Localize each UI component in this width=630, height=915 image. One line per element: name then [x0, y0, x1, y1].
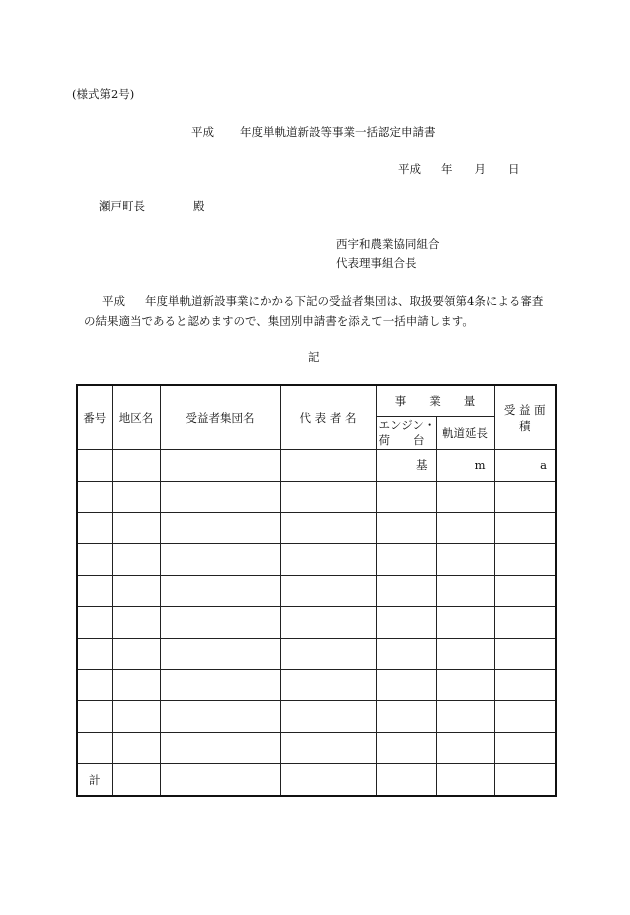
- table-row: [77, 701, 556, 732]
- header-benefit-area: [494, 385, 556, 450]
- header-engine-platform: [376, 416, 436, 449]
- table-row: [77, 481, 556, 512]
- header-track-length: 軌道延長: [436, 416, 494, 449]
- unit-area: a: [494, 450, 556, 481]
- title-era: 平成: [191, 125, 214, 139]
- table-row: [77, 669, 556, 700]
- application-date: [398, 161, 520, 177]
- body-text-1: 年度単軌道新設事業にかかる下記の受益者集団は、取扱要領第4条による審査: [145, 294, 544, 308]
- unit-track: m: [436, 450, 494, 481]
- benefit-area-line1: 受 益 面: [503, 402, 546, 417]
- addressee-name: 瀬戸町長: [99, 199, 145, 213]
- body-era: 平成: [102, 294, 125, 308]
- date-month: 月: [474, 162, 486, 176]
- table-row: [77, 544, 556, 575]
- header-representative: 代 表 者 名: [280, 385, 376, 450]
- header-number: 番号: [77, 385, 112, 450]
- engine-line2: 荷 台: [378, 433, 425, 448]
- form-number: (様式第2号): [72, 87, 135, 101]
- header-group-name: 受益者集団名: [160, 385, 280, 450]
- unit-engine: 基: [376, 450, 436, 481]
- body-line-1: [102, 293, 543, 309]
- benefit-area-line2: 積: [519, 418, 531, 433]
- engine-line1: エンジン・: [378, 418, 436, 433]
- table-row: [77, 732, 556, 763]
- group-application-table: [76, 384, 557, 797]
- date-year: 年: [441, 162, 453, 176]
- ki-label: 記: [308, 350, 320, 364]
- header-district: 地区名: [112, 385, 160, 450]
- date-era: 平成: [398, 162, 421, 176]
- document-title: [191, 124, 436, 140]
- body-line-2: の結果適当であると認めますので、集団別申請書を添えて一括申請します。: [84, 314, 474, 328]
- header-row: [77, 385, 556, 416]
- header-project-volume: 事 業 量: [376, 385, 494, 416]
- table-row: [77, 450, 556, 481]
- applicant-organization: 西宇和農業協同組合: [336, 237, 440, 251]
- date-day: 日: [508, 162, 520, 176]
- table-row: [77, 638, 556, 669]
- table-row: [77, 607, 556, 638]
- total-row: [77, 764, 556, 796]
- table-row: [77, 513, 556, 544]
- total-label: 計: [77, 764, 112, 796]
- table-row: [77, 575, 556, 606]
- addressee: [99, 198, 205, 214]
- title-text: 年度単軌道新設等事業一括認定申請書: [240, 125, 436, 139]
- addressee-honorific: 殿: [193, 199, 205, 213]
- applicant-representative: 代表理事組合長: [336, 256, 417, 270]
